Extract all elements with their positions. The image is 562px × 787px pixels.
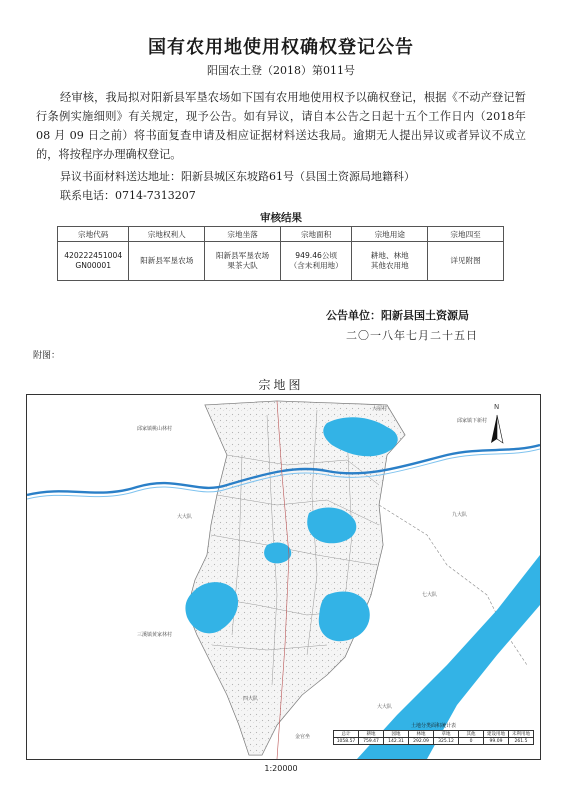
stats-value: 292.09 [409,738,434,745]
stats-header: 总计 [334,731,359,738]
parcel-map-drawing [27,395,540,759]
location-line-2: 果茶大队 [227,261,258,270]
stats-caption: 土地分类面积统计表 [410,723,456,729]
header-location: 宗地坐落 [205,227,281,242]
place-label: 金官坐 [295,734,311,740]
use-line-2: 其他农用地 [370,261,409,270]
stats-header: 草地 [434,731,459,738]
stats-header: 建设用地 [484,731,509,738]
document-number: 阳国农土登（2018）第011号 [207,64,355,77]
stats-header: 耕地 [359,731,384,738]
stats-header: 未利用地 [509,731,534,738]
header-use: 宗地用途 [352,227,428,242]
stats-header: 林地 [409,731,434,738]
parcel-code-line-2: GN00001 [75,261,112,270]
place-label: 七大队 [422,592,438,598]
review-table-header [58,227,504,242]
stats-value: 261.5 [509,738,534,745]
place-label: 九大队 [452,512,468,518]
stats-value: 759.47 [359,738,384,745]
place-label: 大屋村 [372,406,388,412]
table-row [58,242,504,281]
review-table-title: 审核结果 [260,212,302,224]
stats-value: 99.09 [484,738,509,745]
stats-value: 325.12 [434,738,459,745]
use-line-1: 耕地、林地 [370,251,409,260]
lake-small [264,543,291,564]
parcel-code-line-1: 420222451004 [64,251,123,260]
attachment-label: 附图： [33,351,61,361]
notice-body: 经审核，我局拟对阳新县军垦农场如下国有农用地使用权予以确权登记，根据《不动产登记暂行条例实施细则》有关规定，现予公告。如有异议，请自本公告之日起十五个工作日内（2018年 08 月 09 日之前）将书面复查申请及相应证据材料送达我局。逾期无人提出异议或者异议不成立的，将按程序办理确权登记。 [36,91,526,161]
area-line-2: （含未利用地） [289,261,343,270]
objection-address: 异议书面材料送达地址：阳新县城区东坡路61号（县国土资源局地籍科） [60,170,415,183]
stats-value: 1058.57 [334,738,359,745]
issue-date: 二〇一八年七月二十五日 [346,329,478,342]
parcel-map [26,394,541,760]
cell-parcel-code [58,242,129,281]
header-area: 宗地面积 [280,227,351,242]
cell-owner: 阳新县军垦农场 [129,242,205,281]
cell-bounds: 详见附图 [428,242,504,281]
place-label: 邱家镇下新村 [457,418,488,424]
place-label: 大大队 [177,514,193,520]
review-table [57,226,504,281]
header-owner: 宗地权利人 [129,227,205,242]
notice-title: 国有农用地使用权确权登记公告 [148,37,414,58]
place-label: 四大队 [243,696,259,702]
place-label: 三溪镇黄家林村 [137,632,173,638]
map-scale: 1:20000 [264,764,298,773]
map-title: 宗地图 [258,378,304,392]
header-bounds: 宗地四至 [428,227,504,242]
stats-header: 园地 [384,731,409,738]
table-row [334,731,534,738]
place-label: 大大队 [377,704,393,710]
lake-south [319,591,370,641]
place-label: 邱家镇桃山林村 [137,426,173,432]
land-stats-table [333,730,534,745]
issuing-unit: 公告单位：阳新县国土资源局 [326,309,469,322]
stats-value: 142.31 [384,738,409,745]
stats-value: 0 [459,738,484,745]
cell-use [352,242,428,281]
contact-phone: 联系电话：0714-7313207 [60,189,196,202]
table-row [334,738,534,745]
cell-area [280,242,351,281]
stats-header: 其他 [459,731,484,738]
north-label: N [494,403,500,411]
header-parcel-code: 宗地代码 [58,227,129,242]
location-line-1: 阳新县军垦农场 [216,251,270,260]
north-arrow-icon [491,415,503,443]
cell-location [205,242,281,281]
area-line-1: 949.46公顷 [295,251,338,260]
